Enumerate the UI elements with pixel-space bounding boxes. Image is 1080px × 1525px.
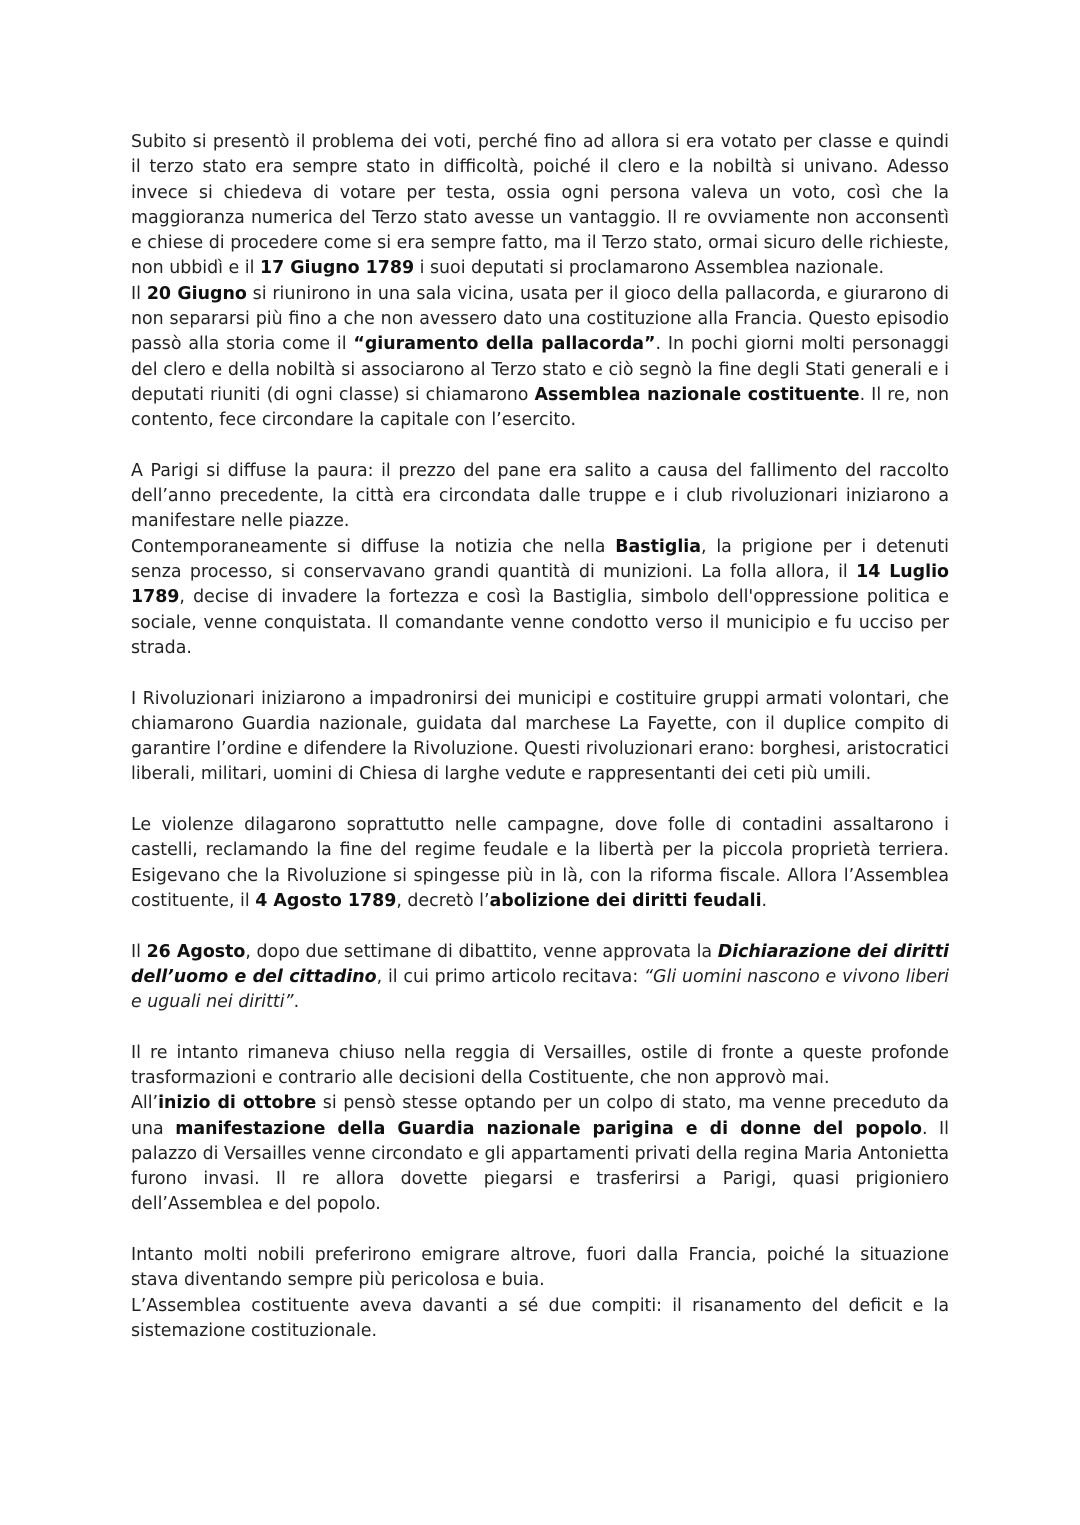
bold-text: “giuramento della pallacorda” — [353, 334, 656, 355]
text-run: si riunirono in una sala vicina, usata per il gioco della pallacorda, e giurarono di non separarsi più fino a che non avessero dato una costituzione alla Francia. Questo episodio passò alla storia come il — [131, 283, 949, 355]
paragraph — [131, 535, 949, 661]
paragraph-gap — [131, 788, 949, 813]
text-run: Il — [131, 941, 147, 962]
bold-text: 14 Luglio 1789 — [131, 562, 949, 608]
text-run: Contemporaneamente si diffuse la notizia che nella — [131, 536, 616, 557]
bold-text: 4 Agosto 1789 — [255, 890, 397, 911]
text-run: , decise di invadere la fortezza e così la Bastiglia, simbolo dell'oppressione politica e sociale, venne conquistata. Il comandante venne condotto verso il municipio e fu ucciso per strada. — [131, 587, 949, 658]
paragraph-gap — [131, 434, 949, 459]
emphasis-text: Dichiarazione dei diritti dell’uomo e del cittadino — [131, 941, 949, 987]
bold-text: 26 Agosto — [146, 941, 246, 962]
paragraph — [131, 940, 949, 1016]
text-run: All’ — [131, 1093, 159, 1114]
text-run: A Parigi si diffuse la paura: il prezzo del pane era salito a causa del fallimento del raccolto dell’anno precedente, la città era circondata dalle truppe e i club rivoluzionari iniziarono a manifestare nelle piazze. — [131, 460, 949, 532]
text-run: i suoi deputati si proclamarono Assemblea nazionale. — [414, 258, 885, 279]
text-run: . Il palazzo di Versailles venne circondato e gli appartamenti privati della regina Maria Antonietta furono invasi. Il re allora dovette piegarsi e trasferirsi a Parigi, quasi prigioniero dell’Assemblea e del popolo. — [131, 1118, 949, 1215]
text-run: , dopo due settimane di dibattito, venne approvata la — [245, 941, 718, 962]
text-run: , il cui primo articolo recitava: — [376, 966, 645, 987]
bold-text: manifestazione della Guardia nazionale parigina e di donne del popolo — [175, 1118, 922, 1139]
bold-text: 20 Giugno — [146, 283, 247, 304]
bold-text: inizio di ottobre — [158, 1093, 317, 1114]
text-run: , decretò l’ — [396, 890, 490, 911]
text-run: , la prigione per i detenuti senza processo, si conservavano grandi quantità di munizioni. La folla allora, il — [131, 536, 949, 583]
paragraph — [131, 1243, 949, 1294]
paragraph — [131, 1091, 949, 1217]
text-run: Intanto molti nobili preferirono emigrare altrove, fuori dalla Francia, poiché la situazione stava diventando sempre più pericolosa e buia. — [131, 1245, 949, 1291]
paragraph — [131, 1041, 949, 1092]
text-run: si pensò stesse optando per un colpo di stato, ma venne preceduto da una — [131, 1093, 949, 1139]
paragraph-gap — [131, 1015, 949, 1040]
text-run: Le violenze dilagarono soprattutto nelle campagne, dove folle di contadini assaltarono i castelli, reclamando la fine del regime feudale e la libertà per la piccola proprietà terriera. Esigevano che la Rivoluzione si spingesse più in là, con la riforma fiscale. Allora l’Assemblea costituente, il — [131, 815, 949, 911]
text-run: I Rivoluzionari iniziarono a impadronirsi dei municipi e costituire gruppi armati volontari, che chiamarono Guardia nazionale, guidata dal marchese La Fayette, con il duplice compito di garantire l’ordine e difendere la Rivoluzione. Questi rivoluzionari erano: borghesi, aristocratici liberali, militari, uomini di Chiesa di larghe vedute e rappresentanti dei ceti più umili. — [131, 688, 949, 785]
paragraph — [131, 459, 949, 535]
text-run: Il re intanto rimaneva chiuso nella reggia di Versailles, ostile di fronte a queste profonde trasformazioni e contrario alle decisioni della Costituente, che non approvò mai. — [131, 1042, 949, 1088]
bold-text: Assemblea nazionale costituente — [534, 384, 860, 405]
bold-text: Bastiglia — [615, 536, 701, 557]
text-run: . Il re, non contento, fece circondare la capitale con l’esercito. — [131, 384, 949, 431]
paragraph — [131, 1294, 949, 1345]
paragraph — [131, 687, 949, 788]
paragraph — [131, 813, 949, 914]
bold-text: 17 Giugno 1789 — [259, 258, 415, 279]
bold-text: abolizione dei diritti feudali — [489, 890, 762, 911]
paragraph-gap — [131, 914, 949, 939]
document-body — [131, 130, 949, 1344]
text-run: . In pochi giorni molti personaggi del clero e della nobiltà si associarono al Terzo stato e ciò segnò la fine degli Stati generali e i deputati riuniti (di ogni classe) si chiamarono — [131, 334, 949, 405]
text-run: Il — [131, 283, 147, 304]
text-run: . — [293, 992, 300, 1013]
italic-text: “Gli uomini nascono e vivono liberi e uguali nei diritti” — [131, 966, 949, 1013]
paragraph — [131, 130, 949, 282]
paragraph-gap — [131, 661, 949, 686]
text-run: Subito si presentò il problema dei voti, perché fino ad allora si era votato per classe e quindi il terzo stato era sempre stato in difficoltà, poiché il clero e la nobiltà si univano. Adesso invece si chiedeva di votare per testa, ossia ogni persona valeva un voto, così che la maggioranza numerica del Terzo stato avesse un vantaggio. Il re ovviamente non acconsentì e chiese di procedere come si era sempre fatto, ma il Terzo stato, ormai sicuro delle richieste, non ubbidì e il — [131, 132, 949, 279]
paragraph — [131, 282, 949, 434]
text-run: . — [761, 890, 768, 911]
paragraph-gap — [131, 1218, 949, 1243]
text-run: L’Assemblea costituente aveva davanti a sé due compiti: il risanamento del deficit e la sistemazione costituzionale. — [131, 1295, 949, 1341]
